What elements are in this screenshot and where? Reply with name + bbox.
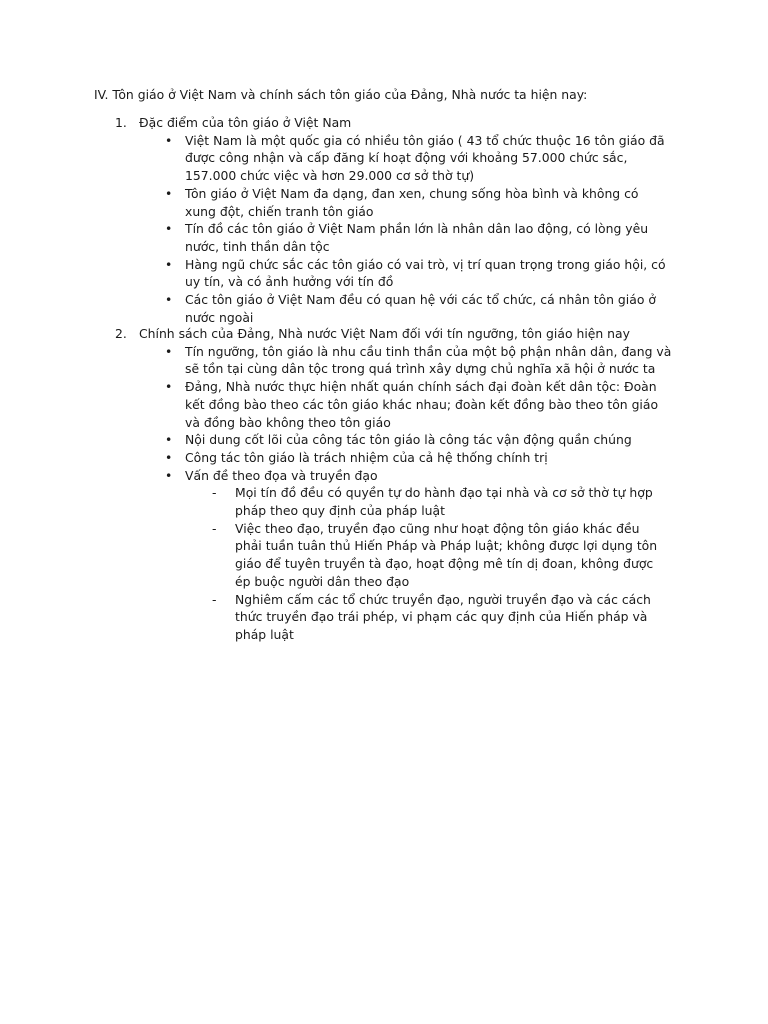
bullet-text: Công tác tôn giáo là trách nhiệm của cả hệ thống chính trị <box>185 449 548 465</box>
bullet-item <box>94 378 673 431</box>
bullet-text: Tôn giáo ở Việt Nam đa dạng, đan xen, chung sống hòa bình và không có xung đột, chiến tranh tôn giáo <box>185 185 639 219</box>
bullet-icon: • <box>165 292 173 308</box>
bullet-text: Hàng ngũ chức sắc các tôn giáo có vai trò, vị trí quan trọng trong giáo hội, có uy tín, và có ảnh hưởng với tín đồ <box>185 256 666 290</box>
section-1 <box>94 114 694 326</box>
bullet-item <box>94 343 673 378</box>
bullet-icon: • <box>165 132 173 148</box>
bullet-icon: • <box>165 379 173 395</box>
bullet-item <box>94 256 673 291</box>
sub-item <box>94 484 669 519</box>
bullet-text: Đảng, Nhà nước thực hiện nhất quán chính sách đại đoàn kết dân tộc: Đoàn kết đồng bào theo các tôn giáo khác nhau; đoàn kết đồng bào theo tôn giáo và đồng bào không theo tôn giáo <box>185 379 659 430</box>
bullet-text: Nội dung cốt lõi của công tác tôn giáo là công tác vận động quần chúng <box>185 432 632 448</box>
bullet-item <box>94 291 673 326</box>
section-2-number: 2. <box>115 326 127 341</box>
bullet-text: Vấn đề theo đọa và truyền đạo <box>185 467 378 483</box>
bullet-text: Tín đồ các tôn giáo ở Việt Nam phần lớn là nhân dân lao động, có lòng yêu nước, tinh thần dân tộc <box>185 221 649 254</box>
bullet-icon: • <box>165 467 173 483</box>
sub-item-list <box>185 484 673 643</box>
bullet-icon: • <box>165 185 173 201</box>
sub-item <box>94 520 669 591</box>
section-2 <box>94 325 694 644</box>
section-1-title <box>94 114 694 132</box>
bullet-item <box>94 220 673 255</box>
section-2-bullet-list <box>94 343 694 644</box>
dash-icon: - <box>212 591 217 607</box>
bullet-icon: • <box>165 432 173 448</box>
bullet-text: Tín ngưỡng, tôn giáo là nhu cầu tinh thần của một bộ phận nhân dân, đang và sẽ tồn tại cùng dân tộc trong quá trình xây dựng chủ nghĩa xã hội ở nước ta <box>185 343 672 377</box>
bullet-icon: • <box>165 256 173 272</box>
sub-item <box>94 591 669 644</box>
bullet-item <box>94 431 673 449</box>
sub-item-text: Mọi tín đồ đều có quyền tự do hành đạo tại nhà và cơ sở thờ tự hợp pháp theo quy định của pháp luật <box>235 485 653 519</box>
sub-item-text: Nghiêm cấm các tổ chức truyền đạo, người truyền đạo và các cách thức truyền đạo trái phép, vi phạm các quy định của Hiến pháp và pháp luật <box>235 591 651 642</box>
bullet-text: Việt Nam là một quốc gia có nhiều tôn giáo ( 43 tổ chức thuộc 16 tôn giáo đã được công nhận và cấp đăng kí hoạt động với khoảng 57.000 chức sắc, 157.000 chức việc và hơn 29.000 cơ sở thờ tự) <box>185 132 665 184</box>
bullet-text: Các tôn giáo ở Việt Nam đều có quan hệ với các tổ chức, cá nhân tôn giáo ở nước ngoài <box>185 292 656 325</box>
bullet-icon: • <box>165 343 173 359</box>
sub-item-text: Việc theo đạo, truyền đạo cũng như hoạt động tôn giáo khác đều phải tuần tuân thủ Hiến Pháp và Pháp luật; không được lợi dụng tôn giáo để tuyên truyền tà đạo, hoạt động mê tín dị đoan, không được ép buộc người dân theo đạo <box>235 520 658 589</box>
dash-icon: - <box>212 485 217 501</box>
bullet-item <box>94 132 673 185</box>
dash-icon: - <box>212 520 217 536</box>
section-1-title-text: Đặc điểm của tôn giáo ở Việt Nam <box>139 115 352 130</box>
section-2-title-text: Chính sách của Đảng, Nhà nước Việt Nam đối với tín ngưỡng, tôn giáo hiện nay <box>139 326 630 341</box>
section-2-title <box>94 325 694 343</box>
bullet-icon: • <box>165 221 173 237</box>
bullet-icon: • <box>165 449 173 465</box>
section-1-number: 1. <box>115 115 127 130</box>
section-1-bullet-list <box>94 132 694 327</box>
section-heading: IV. Tôn giáo ở Việt Nam và chính sách tôn giáo của Đảng, Nhà nước ta hiện nay: <box>94 87 588 102</box>
bullet-item <box>94 467 673 644</box>
bullet-item <box>94 449 673 467</box>
bullet-item <box>94 185 673 220</box>
